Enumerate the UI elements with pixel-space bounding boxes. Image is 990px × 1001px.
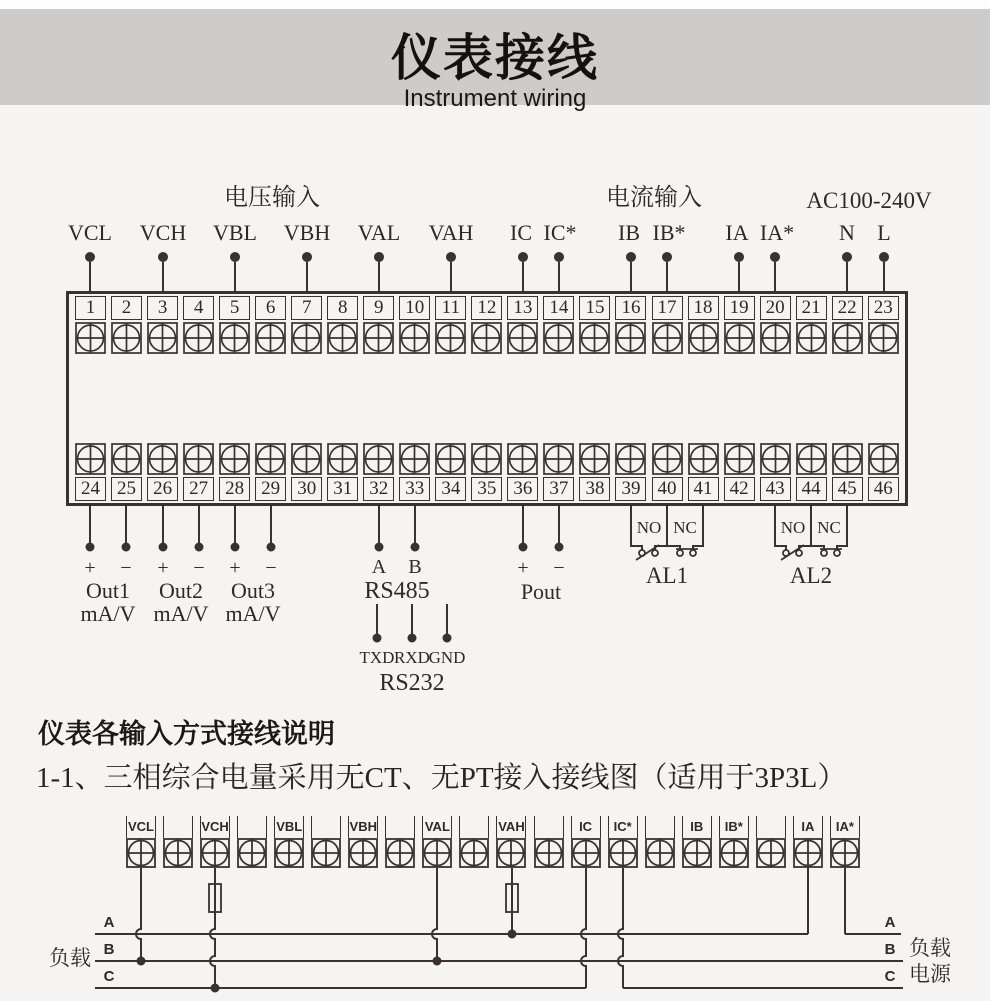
terminal-cell [760,443,791,501]
terminal-top-label: IA [725,220,749,245]
meter-connection-wires [136,868,845,993]
terminal-label: IA* [830,816,860,838]
terminal-top-label: IB* [652,220,686,245]
rs232-label: RS232 [379,670,445,696]
screw-terminal-icon [75,443,106,475]
screw-terminal-icon [507,443,538,475]
terminal-cell [219,296,250,354]
terminal-cell [571,816,601,868]
screw-terminal-icon [645,838,675,868]
screw-terminal-icon [579,322,610,354]
screw-terminal-icon [75,322,106,354]
terminal-top-label: IB [618,220,640,245]
terminal-cell [435,296,466,354]
screw-terminal-icon [543,443,574,475]
terminal-label: IC* [608,816,638,838]
terminal-block [66,291,908,506]
terminal-cell [832,296,863,354]
terminal-number: 7 [291,296,322,320]
terminal-cell [579,296,610,354]
phase-label-right: B [884,941,896,958]
terminal-cell [793,816,823,868]
screw-terminal-icon [183,322,214,354]
terminal-cell [471,443,502,501]
terminal-label: IA [793,816,823,838]
terminal-number: 13 [507,296,538,320]
terminal-cell [682,816,712,868]
relay-no-label: NO [636,518,662,537]
phase-label-left: A [103,914,115,931]
screw-terminal-icon [435,443,466,475]
terminal-number: 28 [219,477,250,501]
terminal-cell [645,816,675,868]
screw-terminal-icon [830,838,860,868]
output-channel-unit: mA/V [153,601,209,626]
current-input-group-label: 电流输入 [606,185,702,211]
alarm2-label: AL2 [789,563,833,588]
screw-terminal-icon [868,322,899,354]
terminal-cell [756,816,786,868]
terminal-cell [75,443,106,501]
screw-terminal-icon [796,322,827,354]
terminal-label [237,816,267,838]
terminal-cell [534,816,564,868]
rs485-wires [375,503,420,552]
terminal-cell [868,296,899,354]
terminal-cell [760,296,791,354]
output-channel-name: Out1 [86,578,130,603]
terminal-number: 37 [543,477,574,501]
terminal-cell [471,296,502,354]
terminal-top-label: VCL [68,220,112,245]
screw-terminal-icon [348,838,378,868]
screw-terminal-icon [724,322,755,354]
terminal-label [459,816,489,838]
load-power-label-line1: 负载 [909,936,951,960]
terminal-cell [615,296,646,354]
power-supply-label: AC100-240V [806,188,932,213]
terminal-top-label: VCH [139,220,187,245]
terminal-cell [724,443,755,501]
screw-terminal-icon [237,838,267,868]
terminal-cell [652,296,683,354]
screw-terminal-icon [435,322,466,354]
terminal-number: 43 [760,477,791,501]
terminal-top-label: N [839,220,855,245]
terminal-cell [311,816,341,868]
terminal-cell [832,443,863,501]
terminal-top-label: VAH [428,220,474,245]
terminal-cell [348,816,378,868]
terminal-number: 12 [471,296,502,320]
terminal-cell [507,296,538,354]
terminal-number: 21 [796,296,827,320]
screw-terminal-icon [579,443,610,475]
screw-terminal-icon [682,838,712,868]
terminal-cell [496,816,526,868]
load-label-left: 负载 [49,946,91,970]
rs485-pin-b: B [408,556,422,578]
screw-terminal-icon [385,838,415,868]
terminal-cell [579,443,610,501]
terminal-cell [608,816,638,868]
terminal-label [163,816,193,838]
screw-terminal-icon [219,443,250,475]
terminal-label: IB* [719,816,749,838]
terminal-number: 31 [327,477,358,501]
terminal-top-label: VAL [357,220,401,245]
terminal-cell [830,816,860,868]
terminal-number: 42 [724,477,755,501]
terminal-cell [507,443,538,501]
screw-terminal-icon [291,322,322,354]
alarm1-label: AL1 [645,563,689,588]
rs232-wires [373,604,452,643]
terminal-cell [385,816,415,868]
phase-label-right: A [884,914,896,931]
terminal-number: 26 [147,477,178,501]
rs232-pin: GND [428,648,466,667]
screw-terminal-icon [399,322,430,354]
output-channel-unit: mA/V [225,601,281,626]
pout-label: Pout [520,579,562,604]
screw-terminal-icon [615,322,646,354]
terminal-number: 14 [543,296,574,320]
terminal-top-label: L [877,220,891,245]
terminal-top-label: VBH [283,220,331,245]
terminal-cell [688,443,719,501]
screw-terminal-icon [200,838,230,868]
screw-terminal-icon [760,443,791,475]
terminal-label [756,816,786,838]
terminal-cell [363,443,394,501]
terminal-number: 33 [399,477,430,501]
screw-terminal-icon [399,443,430,475]
terminal-number: 10 [399,296,430,320]
page-title: 仪表接线 [391,30,599,86]
terminal-cell [183,296,214,354]
terminal-label: VAH [496,816,526,838]
terminal-cell [126,816,156,868]
terminal-number: 5 [219,296,250,320]
terminal-number: 4 [183,296,214,320]
terminal-cell [75,296,106,354]
terminal-top-label: VBL [213,220,257,245]
terminal-cell [237,816,267,868]
screw-terminal-icon [422,838,452,868]
phase-label-left: C [103,968,115,985]
terminal-number: 18 [688,296,719,320]
screw-terminal-icon [311,838,341,868]
terminal-top-label: IA* [759,220,795,245]
terminal-cell [163,816,193,868]
screw-terminal-icon [543,322,574,354]
screw-terminal-icon [255,322,286,354]
screw-terminal-icon [327,322,358,354]
terminal-number: 8 [327,296,358,320]
screw-terminal-icon [291,443,322,475]
terminal-cell [796,296,827,354]
screw-terminal-icon [793,838,823,868]
pout-plus: + [517,557,529,579]
polarity-sign: + [157,557,169,579]
terminal-cell [724,296,755,354]
section-heading: 仪表各输入方式接线说明 [38,719,335,749]
screw-terminal-icon [507,322,538,354]
terminal-top-label: IC [510,220,532,245]
terminal-label [385,816,415,838]
terminal-cell [399,296,430,354]
terminal-cell [327,443,358,501]
terminal-cell [688,296,719,354]
screw-terminal-icon [688,443,719,475]
terminal-number: 17 [652,296,683,320]
terminal-label: IC [571,816,601,838]
rs485-pin-a: A [371,556,387,578]
polarity-sign: − [120,557,132,579]
top-terminal-wires [85,252,889,294]
screw-terminal-icon [459,838,489,868]
phase-lines [95,934,903,988]
screw-terminal-icon [534,838,564,868]
terminal-number: 29 [255,477,286,501]
terminal-number: 34 [435,477,466,501]
terminal-cell [183,443,214,501]
terminal-number: 16 [615,296,646,320]
output-channel-name: Out3 [231,578,275,603]
terminal-cell [363,296,394,354]
analog-output-wires [86,503,276,552]
pout-wires [519,503,564,552]
phase-label-left: B [103,941,115,958]
rs232-pin: TXD [359,648,395,667]
rs232-pin: RXD [394,648,430,667]
terminal-cell [615,443,646,501]
terminal-cell [219,443,250,501]
terminal-number: 25 [111,477,142,501]
output-channel-name: Out2 [159,578,203,603]
load-power-label-line2: 电源 [909,962,951,986]
polarity-sign: + [84,557,96,579]
terminal-number: 19 [724,296,755,320]
terminal-number: 23 [868,296,899,320]
screw-terminal-icon [756,838,786,868]
screw-terminal-icon [147,322,178,354]
screw-terminal-icon [652,322,683,354]
terminal-number: 22 [832,296,863,320]
terminal-number: 24 [75,477,106,501]
screw-terminal-icon [183,443,214,475]
terminal-number: 40 [652,477,683,501]
screw-terminal-icon [147,443,178,475]
screw-terminal-icon [724,443,755,475]
terminal-cell [543,443,574,501]
terminal-number: 30 [291,477,322,501]
screw-terminal-icon [688,322,719,354]
terminal-number: 41 [688,477,719,501]
terminal-number: 38 [579,477,610,501]
screw-terminal-icon [832,443,863,475]
terminal-cell [543,296,574,354]
terminal-label [645,816,675,838]
screw-terminal-icon [255,443,286,475]
screw-terminal-icon [471,443,502,475]
terminal-number: 6 [255,296,286,320]
screw-terminal-icon [868,443,899,475]
screw-terminal-icon [274,838,304,868]
screw-terminal-icon [363,322,394,354]
terminal-cell [435,443,466,501]
screw-terminal-icon [615,443,646,475]
relay-nc-label: NC [673,518,697,537]
output-channel-unit: mA/V [80,601,136,626]
screw-terminal-icon [327,443,358,475]
voltage-input-group-label: 电压输入 [224,185,320,211]
screw-terminal-icon [163,838,193,868]
section-subheading: 1-1、三相综合电量采用无CT、无PT接入接线图（适用于3P3L） [36,762,847,794]
terminal-cell [652,443,683,501]
terminal-number: 9 [363,296,394,320]
terminal-number: 27 [183,477,214,501]
terminal-label: VCL [126,816,156,838]
screw-terminal-icon [571,838,601,868]
terminal-cell [200,816,230,868]
wiring-terminal-strip [126,816,860,868]
terminal-number: 35 [471,477,502,501]
terminal-cell [111,443,142,501]
terminal-number: 32 [363,477,394,501]
rs485-label: RS485 [364,578,430,604]
terminal-label: VBL [274,816,304,838]
terminal-top-label: IC* [543,220,577,245]
terminal-cell [291,443,322,501]
screw-terminal-icon [111,322,142,354]
terminal-label: IB [682,816,712,838]
terminal-label: VCH [200,816,230,838]
page-subtitle: Instrument wiring [403,85,587,112]
terminal-number: 15 [579,296,610,320]
terminal-cell [147,296,178,354]
terminal-number: 11 [435,296,466,320]
terminal-number: 1 [75,296,106,320]
terminal-cell [274,816,304,868]
polarity-sign: + [229,557,241,579]
terminal-cell [255,296,286,354]
screw-terminal-icon [471,322,502,354]
phase-label-right: C [884,968,896,985]
relay-nc-label: NC [817,518,841,537]
terminal-label [534,816,564,838]
terminal-cell [399,443,430,501]
terminal-label: VBH [348,816,378,838]
screw-terminal-icon [363,443,394,475]
terminal-cell [868,443,899,501]
terminal-cell [719,816,749,868]
terminal-cell [111,296,142,354]
screw-terminal-icon [608,838,638,868]
screw-terminal-icon [126,838,156,868]
screw-terminal-icon [111,443,142,475]
terminal-label: VAL [422,816,452,838]
screw-terminal-icon [832,322,863,354]
terminal-number: 46 [868,477,899,501]
terminal-cell [147,443,178,501]
screw-terminal-icon [496,838,526,868]
pout-minus: − [553,557,565,579]
terminal-number: 2 [111,296,142,320]
terminal-cell [796,443,827,501]
terminal-cell [327,296,358,354]
screw-terminal-icon [219,322,250,354]
terminal-cell [459,816,489,868]
terminal-row-bottom [75,443,899,501]
terminal-number: 45 [832,477,863,501]
polarity-sign: − [193,557,205,579]
terminal-number: 3 [147,296,178,320]
terminal-row-top [75,296,899,354]
screw-terminal-icon [652,443,683,475]
terminal-number: 39 [615,477,646,501]
screw-terminal-icon [760,322,791,354]
terminal-cell [255,443,286,501]
terminal-label [311,816,341,838]
terminal-cell [422,816,452,868]
relay-no-label: NO [780,518,806,537]
polarity-sign: − [265,557,277,579]
screw-terminal-icon [796,443,827,475]
terminal-number: 20 [760,296,791,320]
screw-terminal-icon [719,838,749,868]
terminal-number: 44 [796,477,827,501]
terminal-cell [291,296,322,354]
terminal-number: 36 [507,477,538,501]
